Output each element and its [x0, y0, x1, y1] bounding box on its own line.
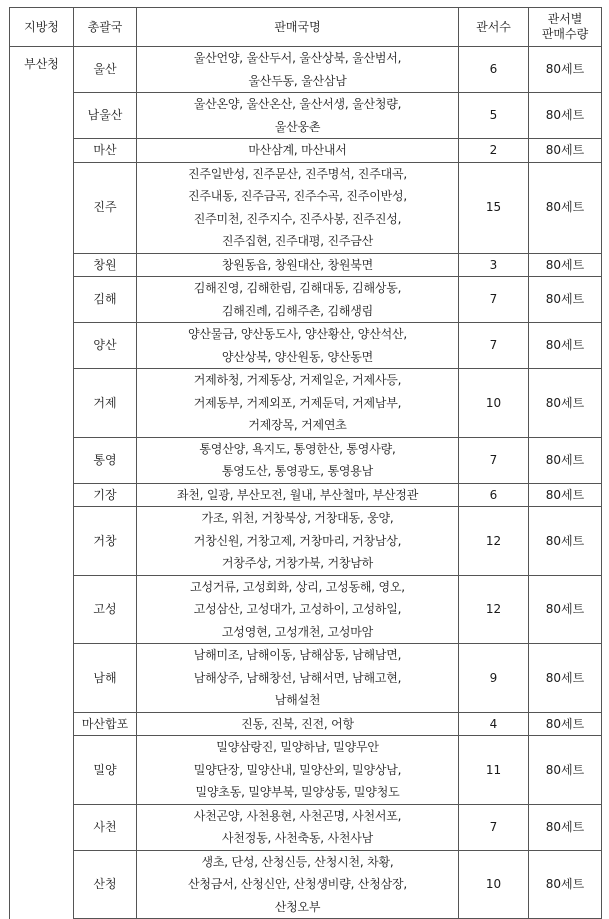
- store-line: 진주일반성, 진주문산, 진주명석, 진주대곡,: [188, 166, 407, 181]
- stores-cell: [137, 437, 459, 483]
- store-line: 울산언양, 울산두서, 울산상북, 울산범서,: [193, 51, 402, 65]
- count-cell: 10: [459, 369, 529, 438]
- store-line: 거창신원, 거창고제, 거창마리, 거창남상,: [193, 533, 402, 548]
- table-row: [10, 712, 602, 736]
- stores-cell: [137, 712, 459, 736]
- store-line: 김해진영, 김해한림, 김해대동, 김해상동,: [193, 281, 402, 295]
- store-line: 산청오부: [274, 899, 321, 914]
- count-cell: 9: [459, 644, 529, 713]
- store-line: 남해설천: [274, 693, 321, 707]
- stores-cell: [137, 253, 459, 277]
- stores-cell: [137, 736, 459, 805]
- stores-cell: [137, 850, 459, 919]
- count-cell: 3: [459, 253, 529, 277]
- qty-cell: 80세트: [529, 369, 602, 438]
- stores-cell: [137, 162, 459, 253]
- store-line: 고성거류, 고성회화, 상리, 고성동해, 영오,: [190, 579, 405, 594]
- table-row: [10, 437, 602, 483]
- store-line: 생초, 단성, 산청신등, 산청시천, 차황,: [201, 854, 394, 869]
- store-line: 밀양초동, 밀양부북, 밀양상동, 밀양청도: [195, 785, 400, 799]
- store-line: 창원동읍, 창원대산, 창원북면: [221, 257, 374, 272]
- stores-cell: [137, 804, 459, 850]
- qty-cell: 80세트: [529, 575, 602, 644]
- office-cell: 진주: [74, 162, 137, 253]
- qty-cell: 80세트: [529, 323, 602, 369]
- store-line: 거창주상, 거창가북, 거창남하: [221, 556, 374, 570]
- table-row: [10, 253, 602, 277]
- count-cell: 15: [459, 162, 529, 253]
- office-cell: 밀양: [74, 736, 137, 805]
- qty-cell: 80세트: [529, 712, 602, 736]
- qty-cell: 80세트: [529, 162, 602, 253]
- sales-table: [9, 7, 602, 919]
- table-row: [10, 575, 602, 644]
- header-count: 관서수: [459, 8, 529, 47]
- header-region: 지방청: [10, 8, 74, 47]
- qty-cell: 80세트: [529, 644, 602, 713]
- table-row: [10, 644, 602, 713]
- header-qty-line1: 관서별: [547, 12, 583, 26]
- qty-cell: 80세트: [529, 850, 602, 919]
- table-row: [10, 804, 602, 850]
- store-line: 사천정동, 사천축동, 사천사남: [221, 831, 374, 845]
- count-cell: 12: [459, 507, 529, 576]
- table-row: [10, 139, 602, 163]
- table-header: [10, 8, 602, 47]
- count-cell: 7: [459, 437, 529, 483]
- count-cell: 2: [459, 139, 529, 163]
- count-cell: 7: [459, 277, 529, 323]
- count-cell: 4: [459, 712, 529, 736]
- table-row: [10, 369, 602, 438]
- store-line: 진주내동, 진주금곡, 진주수곡, 진주이반성,: [188, 189, 407, 203]
- stores-cell: [137, 507, 459, 576]
- table-row: [10, 507, 602, 576]
- count-cell: 6: [459, 47, 529, 93]
- count-cell: 10: [459, 850, 529, 919]
- stores-cell: [137, 139, 459, 163]
- store-line: 가조, 위천, 거창북상, 거창대동, 웅양,: [201, 511, 394, 525]
- header-qty-line2: 판매수량: [541, 27, 589, 41]
- store-line: 울산두동, 울산삼남: [248, 73, 347, 88]
- table-row: [10, 850, 602, 919]
- store-line: 거제하청, 거제동상, 거제일운, 거제사등,: [193, 373, 402, 387]
- office-cell: 김해: [74, 277, 137, 323]
- store-line: 밀양삼랑진, 밀양하남, 밀양무안: [216, 740, 379, 754]
- qty-cell: 80세트: [529, 437, 602, 483]
- office-cell: 남해: [74, 644, 137, 713]
- store-line: 산청금서, 산청신안, 산청생비량, 산청삼장,: [188, 877, 407, 891]
- office-cell: 마산합포: [74, 712, 137, 736]
- stores-cell: [137, 323, 459, 369]
- store-line: 진주미천, 진주지수, 진주사봉, 진주진성,: [193, 211, 402, 226]
- office-cell: 기장: [74, 483, 137, 507]
- store-line: 울산웅촌: [274, 119, 321, 134]
- qty-cell: 80세트: [529, 736, 602, 805]
- stores-cell: [137, 47, 459, 93]
- table-row: [10, 162, 602, 253]
- store-line: 울산온양, 울산온산, 울산서생, 울산청량,: [193, 97, 402, 111]
- count-cell: 11: [459, 736, 529, 805]
- header-office: 총괄국: [74, 8, 137, 47]
- qty-cell: 80세트: [529, 804, 602, 850]
- table-row: [10, 483, 602, 507]
- office-cell: 산청: [74, 850, 137, 919]
- store-line: 통영산양, 욕지도, 통영한산, 통영사량,: [199, 441, 396, 456]
- table-row: [10, 323, 602, 369]
- stores-cell: [137, 644, 459, 713]
- office-cell: 거제: [74, 369, 137, 438]
- region-cell: 부산청: [10, 47, 74, 919]
- count-cell: 7: [459, 323, 529, 369]
- store-line: 고성삼산, 고성대가, 고성하이, 고성하일,: [193, 602, 402, 616]
- qty-cell: 80세트: [529, 93, 602, 139]
- table-row: [10, 736, 602, 805]
- stores-cell: [137, 483, 459, 507]
- table-row: [10, 93, 602, 139]
- store-line: 좌천, 일광, 부산모전, 월내, 부산철마, 부산정관: [176, 487, 419, 502]
- stores-cell: [137, 575, 459, 644]
- store-line: 거제동부, 거제외포, 거제둔덕, 거제남부,: [193, 395, 402, 410]
- count-cell: 12: [459, 575, 529, 644]
- office-cell: 창원: [74, 253, 137, 277]
- office-cell: 거창: [74, 507, 137, 576]
- count-cell: 7: [459, 804, 529, 850]
- store-line: 통영도산, 통영광도, 통영용남: [221, 464, 374, 478]
- qty-cell: 80세트: [529, 253, 602, 277]
- table-body: [10, 47, 602, 919]
- office-cell: 통영: [74, 437, 137, 483]
- header-row: [10, 8, 602, 47]
- store-line: 진동, 진북, 진전, 어항: [241, 716, 354, 731]
- stores-cell: [137, 93, 459, 139]
- store-line: 마산삼계, 마산내서: [248, 143, 347, 157]
- store-line: 진주집현, 진주대평, 진주금산: [221, 234, 374, 248]
- office-cell: 양산: [74, 323, 137, 369]
- table-row: [10, 47, 602, 93]
- table-row: [10, 277, 602, 323]
- store-line: 고성영현, 고성개천, 고성마암: [221, 624, 374, 639]
- store-line: 양산물금, 양산동도사, 양산황산, 양산석산,: [188, 327, 407, 341]
- stores-cell: [137, 369, 459, 438]
- office-cell: 남울산: [74, 93, 137, 139]
- count-cell: 5: [459, 93, 529, 139]
- qty-cell: 80세트: [529, 277, 602, 323]
- store-line: 양산상북, 양산원동, 양산동면: [221, 349, 374, 364]
- header-qty: [529, 8, 602, 47]
- qty-cell: 80세트: [529, 483, 602, 507]
- store-line: 사천곤양, 사천용현, 사천곤명, 사천서포,: [193, 808, 402, 823]
- stores-cell: [137, 277, 459, 323]
- store-line: 거제장목, 거제연초: [248, 418, 347, 432]
- office-cell: 고성: [74, 575, 137, 644]
- header-stores: 판매국명: [137, 8, 459, 47]
- store-line: 밀양단장, 밀양산내, 밀양산외, 밀양상남,: [193, 762, 402, 777]
- qty-cell: 80세트: [529, 47, 602, 93]
- qty-cell: 80세트: [529, 507, 602, 576]
- count-cell: 6: [459, 483, 529, 507]
- store-line: 남해미조, 남해이동, 남해삼동, 남해남면,: [193, 648, 402, 662]
- store-line: 김해진례, 김해주촌, 김해생림: [221, 303, 374, 318]
- qty-cell: 80세트: [529, 139, 602, 163]
- office-cell: 마산: [74, 139, 137, 163]
- office-cell: 울산: [74, 47, 137, 93]
- sales-table-container: [9, 7, 601, 919]
- store-line: 남해상주, 남해창선, 남해서면, 남해고현,: [193, 670, 402, 685]
- office-cell: 사천: [74, 804, 137, 850]
